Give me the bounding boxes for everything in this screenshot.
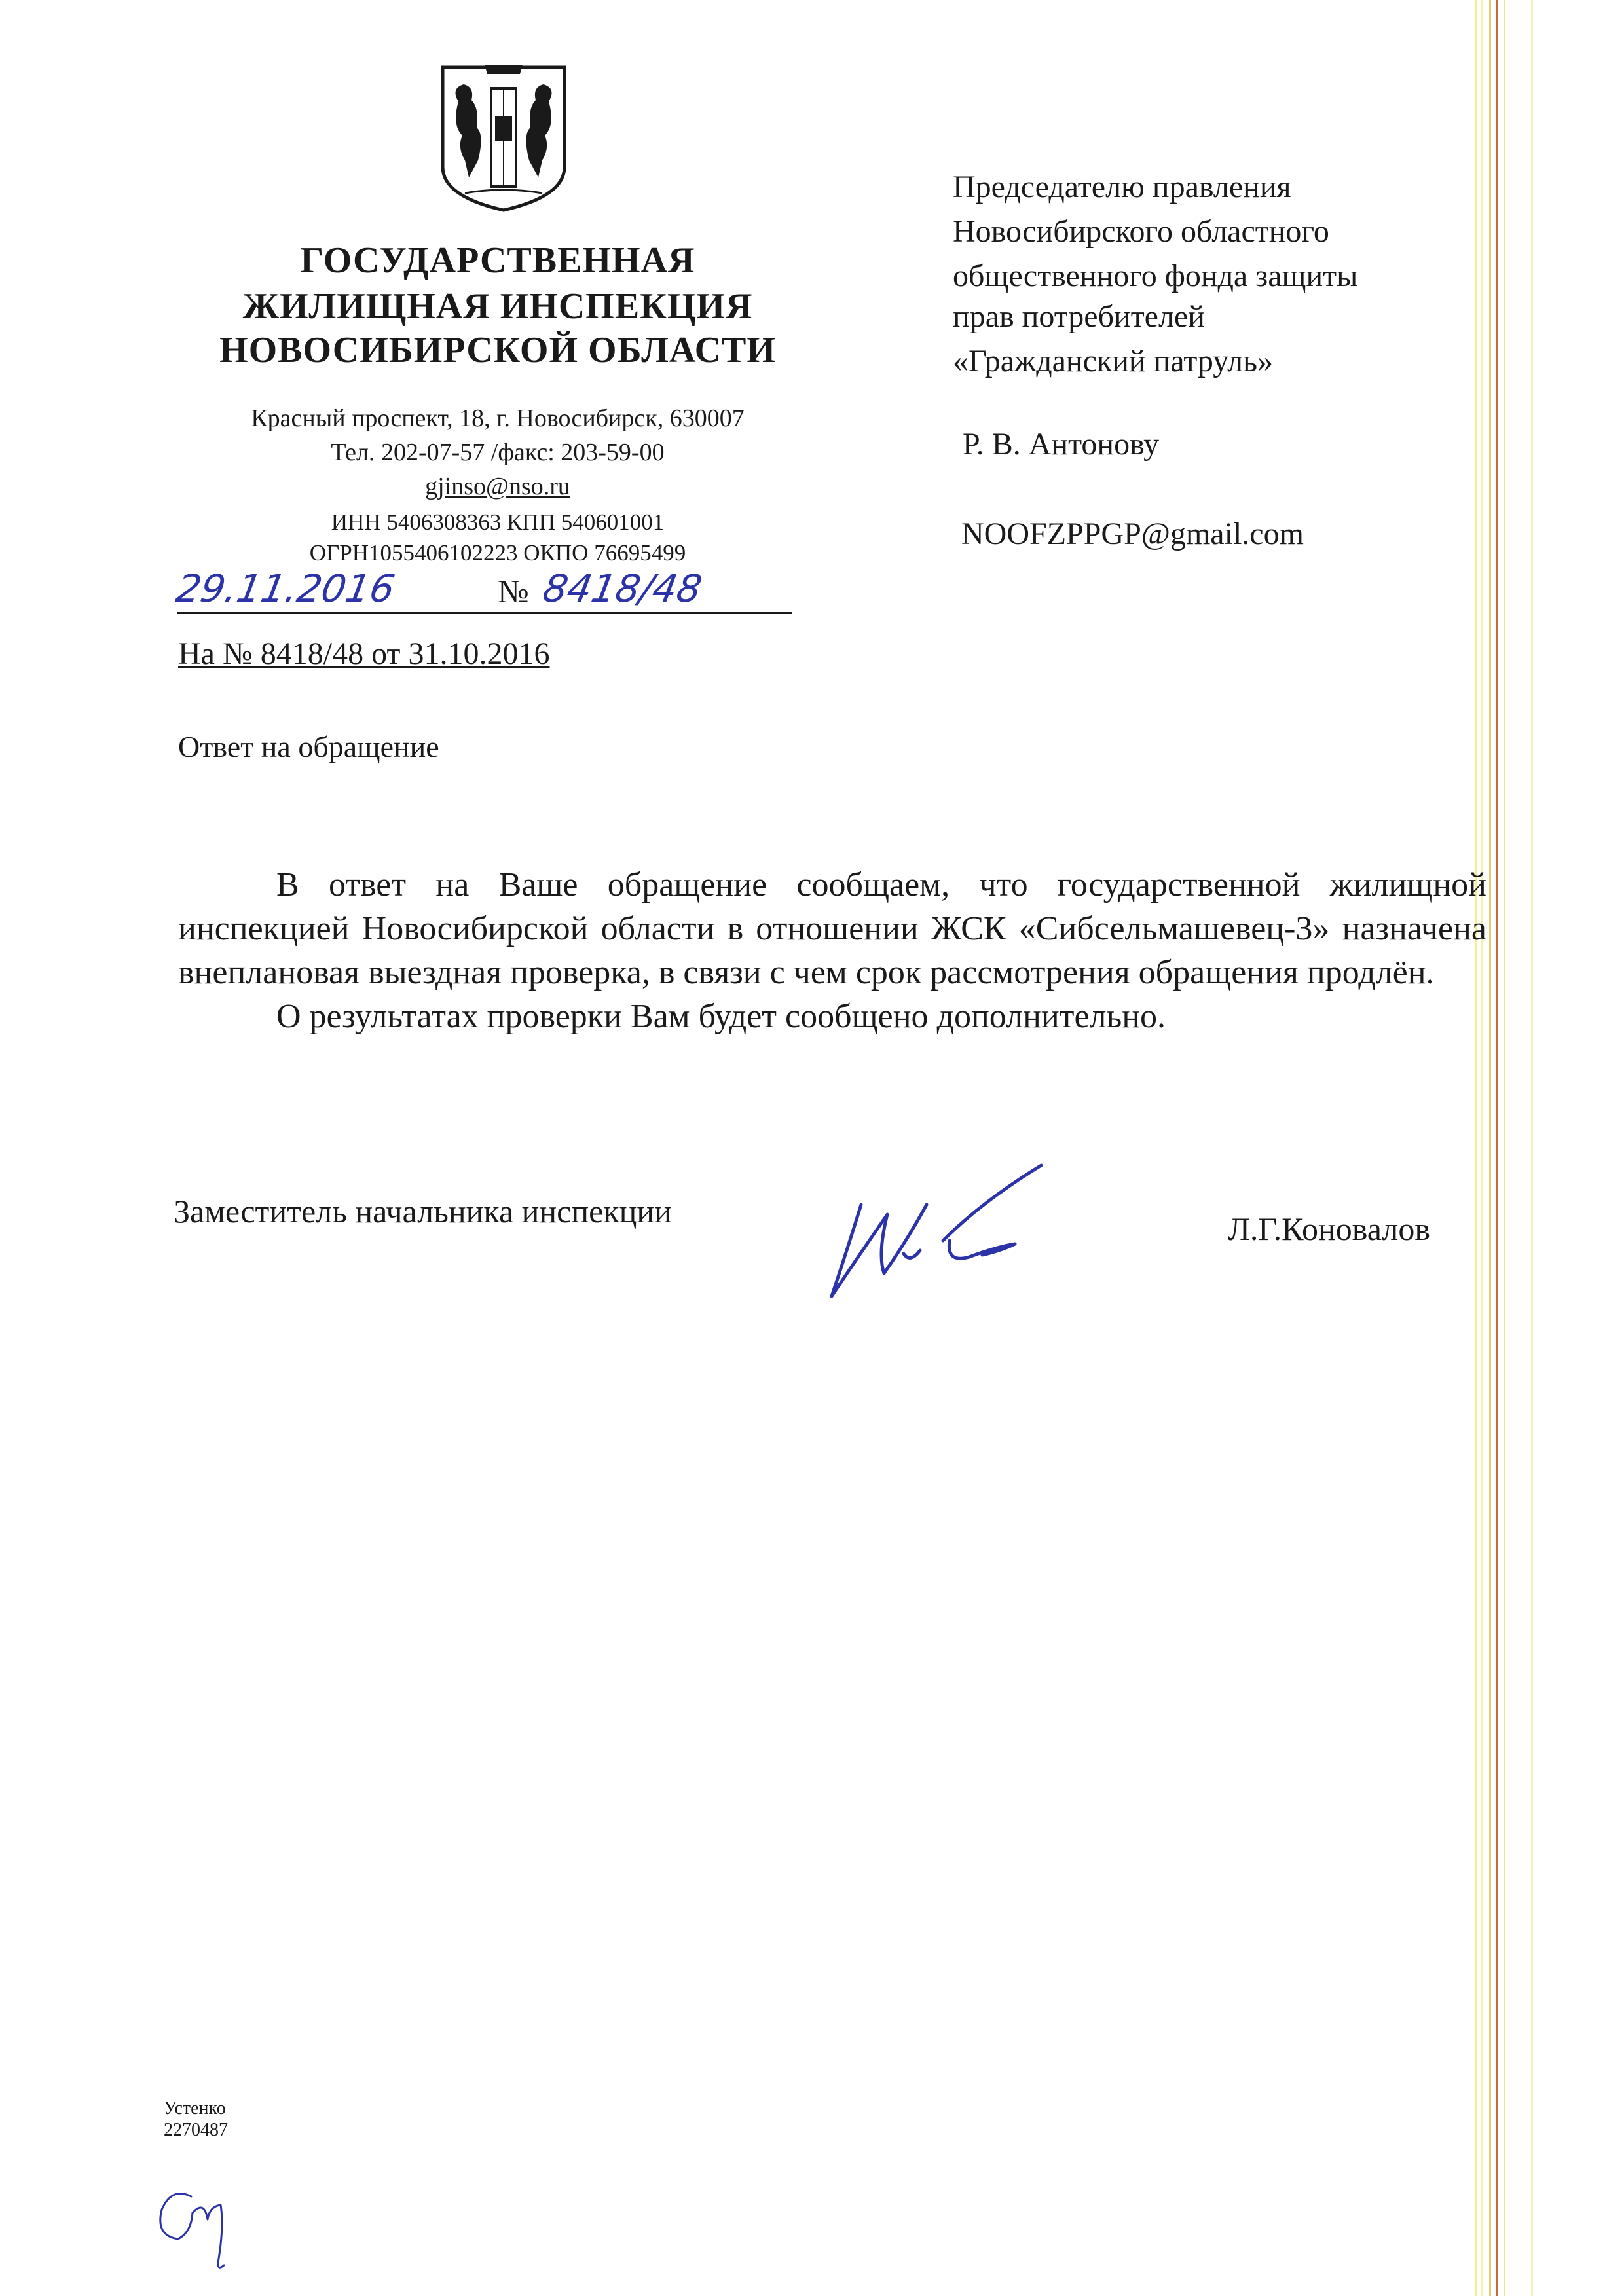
executor-initials-signature bbox=[145, 2180, 257, 2278]
org-inn-kpp: ИНН 5406308363 КПП 540601001 bbox=[331, 509, 665, 535]
org-email-line bbox=[164, 474, 832, 499]
recipient-email: NOOFZPPGP@gmail.com bbox=[961, 517, 1304, 551]
recipient-line-3: общественного фонда защиты bbox=[953, 259, 1358, 293]
scan-edge-stripe bbox=[1496, 0, 1498, 2296]
reference-line: На № 8418/48 от 31.10.2016 bbox=[178, 636, 550, 671]
org-ogrn-okpo: ОГРН1055406102223 ОКПО 76695499 bbox=[309, 540, 686, 566]
scan-edge-stripe bbox=[1489, 0, 1491, 2296]
signatory-name: Л.Г.Коновалов bbox=[1228, 1211, 1430, 1247]
signatory-position: Заместитель начальника инспекции bbox=[174, 1193, 672, 1230]
recipient-line-4: прав потребителей bbox=[953, 299, 1205, 334]
scan-edge-stripe bbox=[1504, 0, 1505, 2296]
org-phone-fax: Тел. 202-07-57 /факс: 203-59-00 bbox=[331, 439, 665, 466]
scan-edge-stripe bbox=[1531, 0, 1533, 2296]
registration-number: 8418/48 bbox=[540, 566, 705, 611]
org-name-line-2: ЖИЛИЩНАЯ ИНСПЕКЦИЯ bbox=[242, 286, 753, 327]
body-paragraph: В ответ на Ваше обращение сообщаем, что государственной жилищной инспекцией Новосибирской области в отношении ЖСК «Сибсельмашевец-3» назначена внеплановая выездная проверка, в связи с чем срок рассмотрения обращения продлён. bbox=[178, 866, 1486, 991]
handwritten-signature bbox=[786, 1142, 1067, 1313]
org-address: Красный проспект, 18, г. Новосибирск, 630007 bbox=[251, 405, 745, 432]
scan-edge-stripe bbox=[1481, 0, 1483, 2296]
org-name-line-1: ГОСУДАРСТВЕННАЯ bbox=[300, 240, 695, 281]
executor-name: Устенко bbox=[164, 2098, 226, 2119]
recipient-line-1: Председателю правления bbox=[953, 170, 1291, 204]
body-paragraph: О результатах проверки Вам будет сообщено дополнительно. bbox=[276, 998, 1166, 1035]
recipient-line-5: «Гражданский патруль» bbox=[953, 344, 1274, 378]
letter-body bbox=[178, 863, 1486, 1038]
registration-rule bbox=[177, 612, 792, 614]
recipient-line-2: Новосибирского областного bbox=[953, 214, 1329, 249]
registration-date: 29.11.2016 bbox=[173, 566, 399, 611]
recipient-name: Р. В. Антонову bbox=[963, 427, 1160, 462]
registration-number-label: № bbox=[498, 573, 529, 610]
org-email-link[interactable]: gjinso@nso.ru bbox=[425, 473, 570, 500]
executor-phone: 2270487 bbox=[164, 2120, 228, 2140]
scan-edge-stripe bbox=[1475, 0, 1477, 2296]
org-name-line-3: НОВОСИБИРСКОЙ ОБЛАСТИ bbox=[219, 330, 776, 371]
letter-subject: Ответ на обращение bbox=[178, 730, 439, 763]
coat-of-arms-emblem bbox=[439, 62, 568, 213]
